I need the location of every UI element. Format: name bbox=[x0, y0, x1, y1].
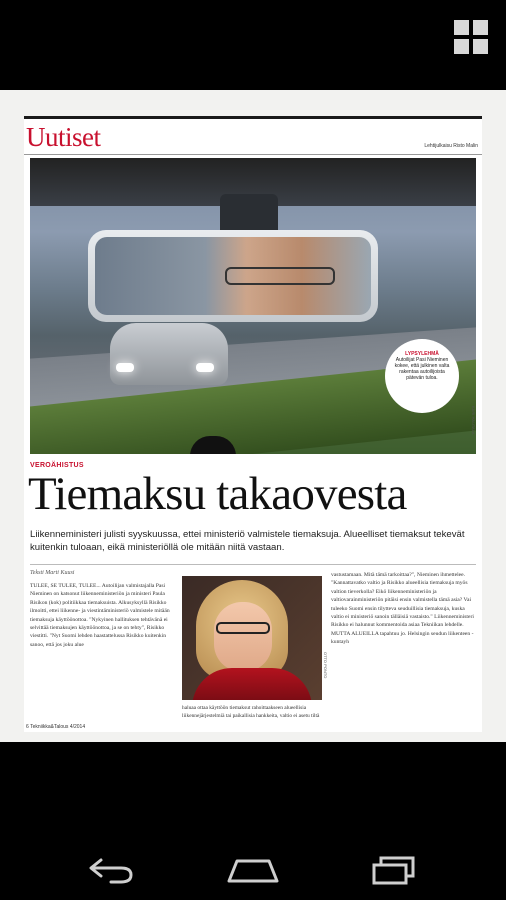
bubble-heading: LYPSYLEHMÄ bbox=[405, 351, 439, 357]
home-icon bbox=[225, 855, 281, 885]
home-button[interactable] bbox=[223, 850, 283, 890]
photo-credit: Lehtijulkaisu Risto Malin bbox=[424, 143, 478, 149]
page-footer: 6 Tekniikka&Talous 4/2014 bbox=[26, 724, 86, 730]
article-headline: Tiemaksu takaovesta bbox=[28, 468, 407, 520]
article-kicker: VEROÄHISTUS bbox=[30, 462, 84, 469]
minister-portrait bbox=[182, 576, 322, 700]
system-navigation-bar bbox=[0, 742, 506, 900]
magazine-sheet bbox=[24, 116, 482, 732]
app-top-bar bbox=[0, 0, 506, 90]
back-button[interactable] bbox=[82, 850, 142, 890]
recent-apps-icon bbox=[369, 855, 419, 885]
section-rule bbox=[24, 154, 482, 155]
recent-apps-button[interactable] bbox=[364, 850, 424, 890]
article-column-2: haluaa ottaa käyttöön tiemaksut rahoittaakseen alueellisia liikennejärjestelmiä tai paikallisia hankkeita, valtio ei asetu tiltä bbox=[182, 705, 320, 719]
section-title: Uutiset bbox=[26, 122, 101, 152]
article-column-3: vastustamaan. Mitä tämä tarkoittaa?", Nieminen ihmettelee. "Kannattavatko valtio ja Risikko alueellisia tiemaksuja myös valtion tieverkolla? Eikö liikenneministeriön ja valtiovarainministeriön pitäisi ensin valmistella tämä asia? Vai tuleeko Suomi ensin tilytteva seuduillisia tiemaksuja, kuska valtio ei ministeriö sanoin tälläisiä vastaisto." Liikenneministeri Risikko ei halunnut kommentoida asiaa Tekniikan lehdelle. MUTTA ALUEILLA tapahtuu jo. Helsingin seudun liikenteen -kuntayh bbox=[331, 572, 474, 646]
article-column-1: TULEE, SE TULEE, TULEE... Autoilijan valmistajalla Pasi Nieminen on katsonut liikenneministeriön ja ministeri Paula Risikon (kok) politiikkaa tiemaksuista. Alkusyksyllä Risikko ilmoitti, ettei liikenne- ja viestintäministeriö valmistele mitään tiemaksuja käyttöönottoa. "Nykyinen hallituksen tehtävänä ei selvittää tiemaksujen käyttöönottoa, ja se on tehty", Risikko viestitti. "Nyt Suomi lehden haastattelussa Risikko kuitenkin sanoo, että jos joku alue bbox=[30, 583, 170, 648]
article-lead: Liikenneministeri julisti syyskuussa, ettei ministeriö valmistele tiemaksuja. Alueelliset tiemaksut tekevät kuitenkin tuloaan, eikä ministeriöllä ole mitään niitä vastaan. bbox=[30, 529, 465, 553]
top-rule bbox=[24, 116, 482, 119]
rearview-mirror bbox=[88, 230, 378, 322]
oncoming-car bbox=[110, 323, 228, 385]
magazine-page-viewer[interactable] bbox=[0, 90, 506, 742]
back-arrow-icon bbox=[87, 855, 137, 885]
photo-caption-bubble bbox=[385, 339, 459, 413]
grid-view-icon[interactable] bbox=[454, 20, 488, 54]
article-byline: Teksti Marti Kuusi bbox=[30, 570, 75, 576]
portrait-credit: OTTO PONTO bbox=[323, 652, 328, 679]
hero-photo-credit: KARI HAUTALA bbox=[471, 406, 476, 435]
bubble-text: Autoilijat Pasi Nieminen kokee, että julkinen valta rakentaa autoilijoista pätevän tuloa. bbox=[394, 357, 450, 381]
